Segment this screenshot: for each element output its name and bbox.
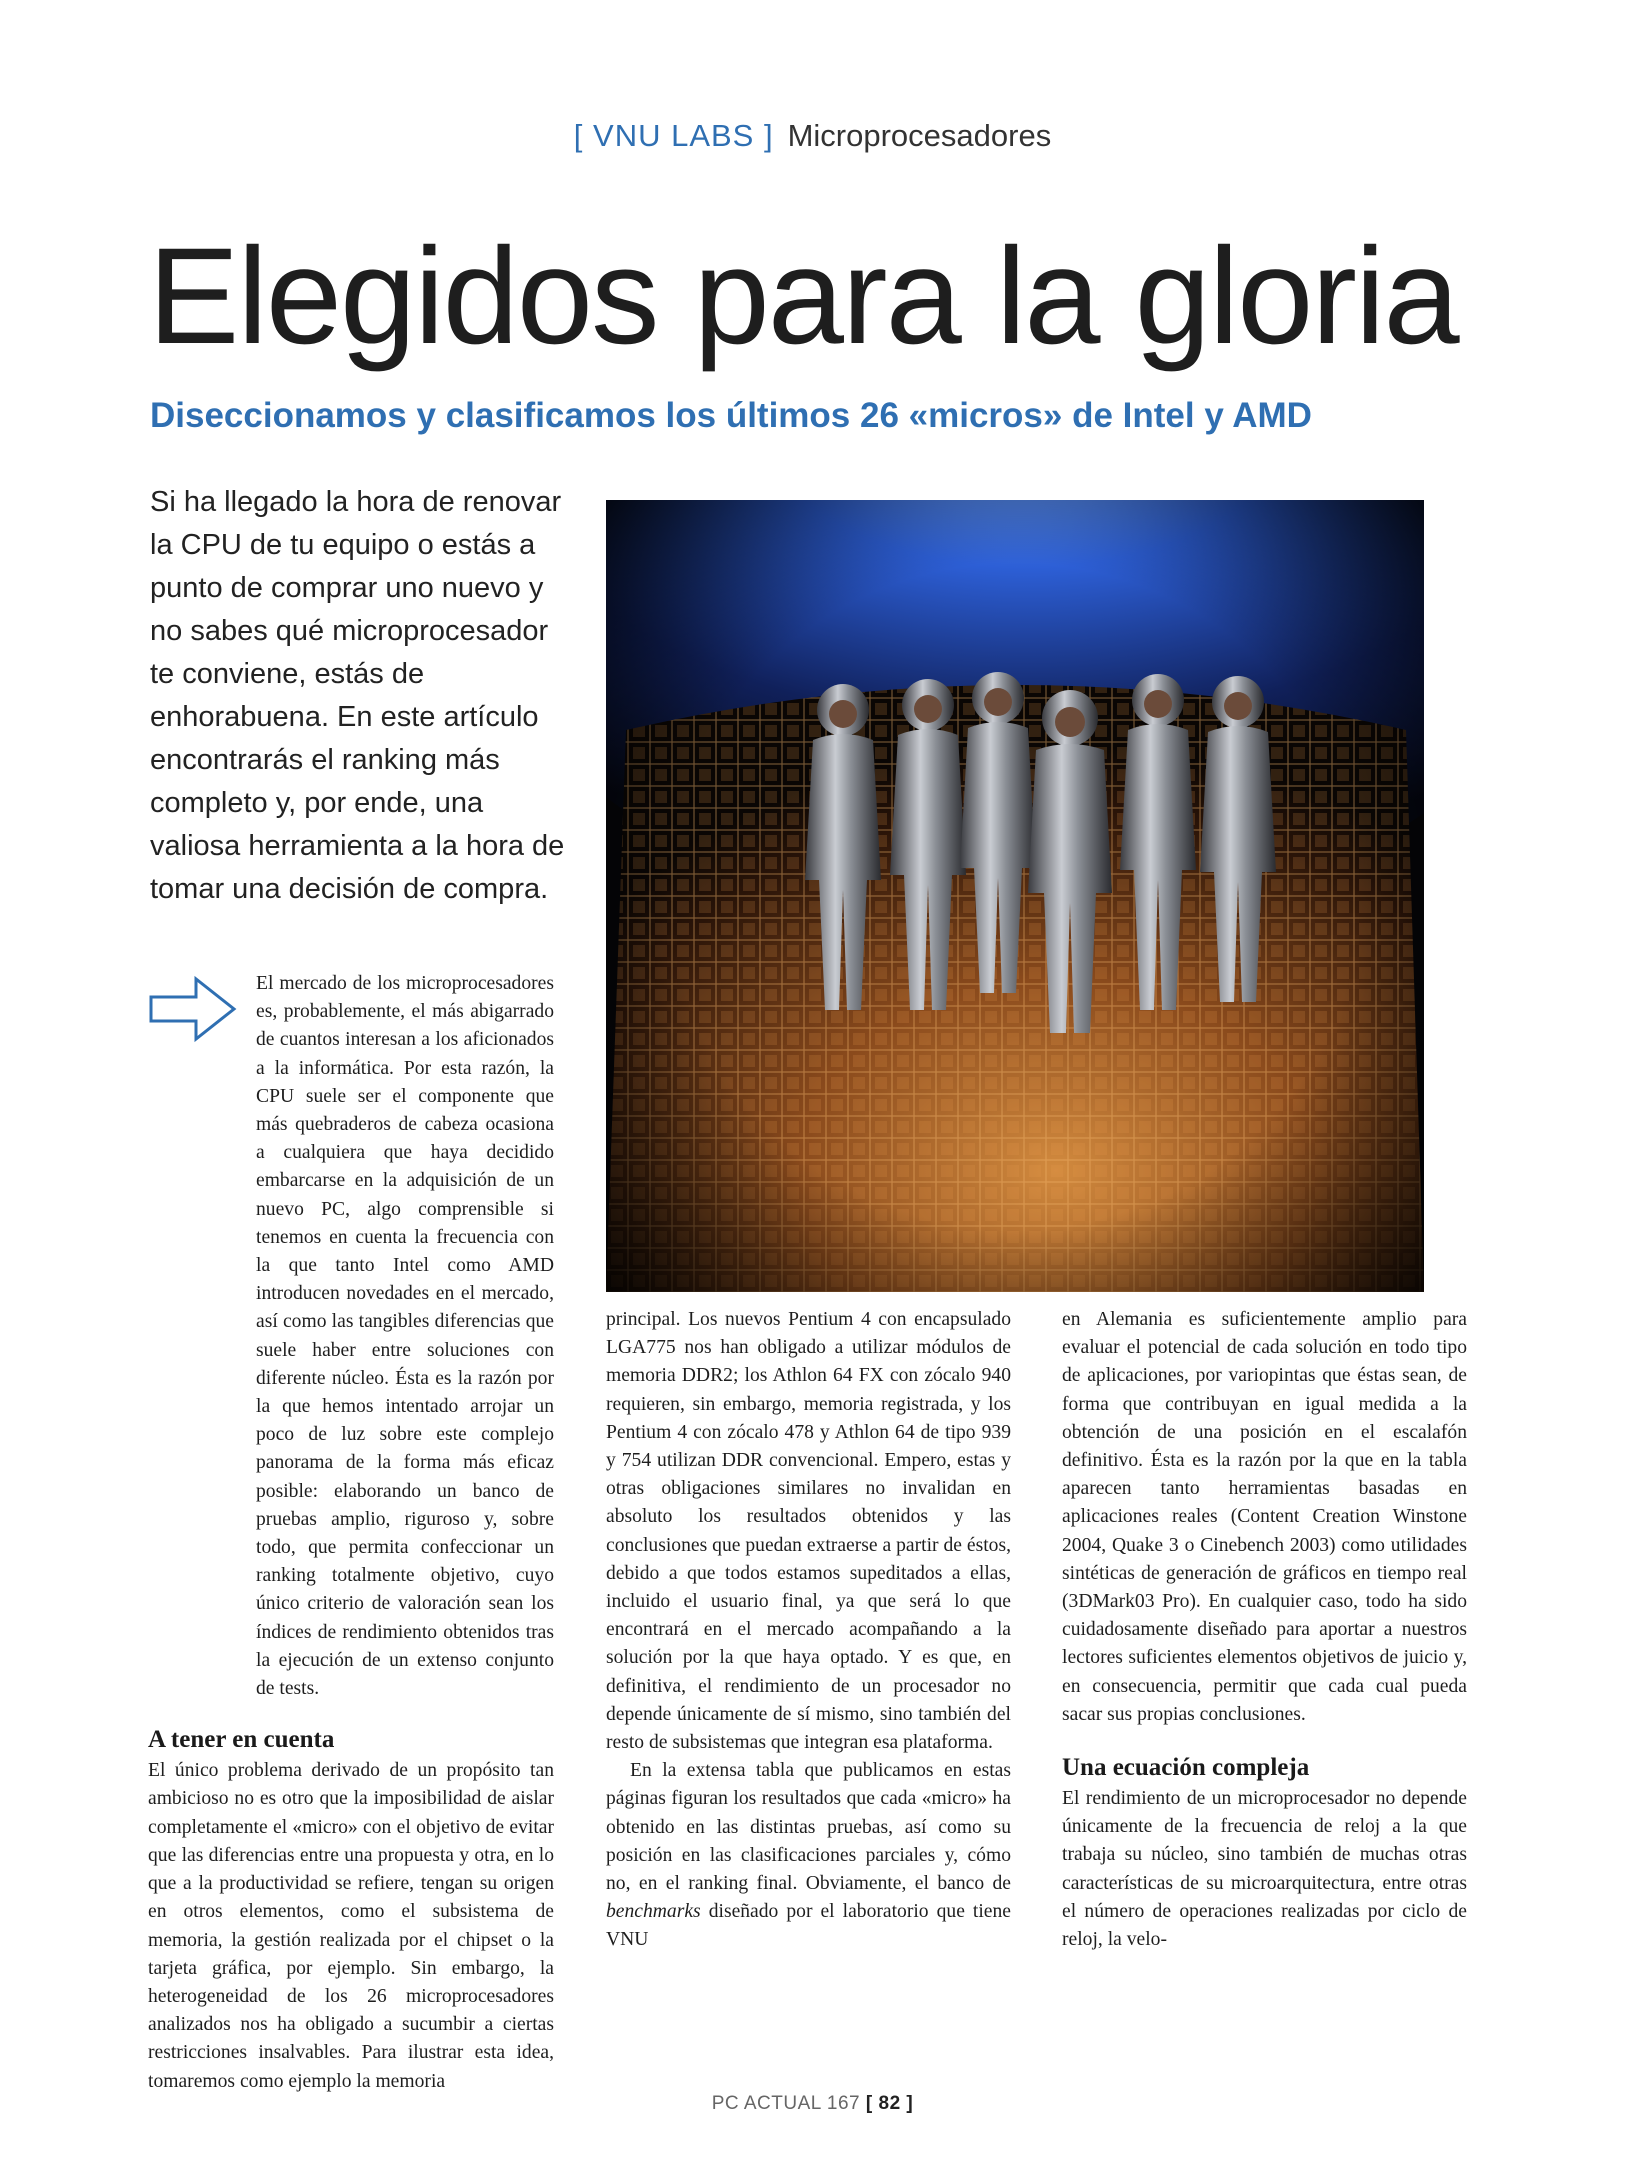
heading-a-tener-en-cuenta: A tener en cuenta bbox=[148, 1726, 335, 1754]
section-tag: [ VNU LABS ] bbox=[573, 118, 774, 153]
p4-text-b: diseñado por el laboratorio que tiene VNU bbox=[606, 1901, 1011, 1951]
heading-una-ecuacion-compleja: Una ecuación compleja bbox=[1062, 1754, 1310, 1782]
body-paragraph-1: El mercado de los microprocesadores es, probablemente, el más abigarrado de cuantos interesan a los aficionados a la informática. Por esta razón, la CPU suele ser el componente que más quebraderos de cabeza ocasiona a cualquiera que haya decidido embarcarse en la adquisición de un nuevo PC, algo comprensible si tenemos en cuenta la frecuencia con la que tanto Intel como AMD introducen novedades en el mercado, así como las tangibles diferencias que suele haber entre soluciones con diferente núcleo. Ésta es la razón por la que hemos intentado arrojar un poco de luz sobre este complejo panorama de la forma más eficaz posible: elaborando un banco de pruebas amplio, riguroso y, sobre todo, que permita confeccionar un ranking totalmente objetivo, cuyo único criterio de valoración sean los índices de rendimiento obtenidos tras la ejecución de un extenso conjunto de tests. bbox=[256, 973, 554, 1700]
section-name: Microprocesadores bbox=[787, 118, 1052, 153]
body-paragraph-5: en Alemania es suficientemente amplio para evaluar el potencial de cada solución en todo tipo de aplicaciones, por variopintas que éstas sean, de forma que contribuyan en igual medida a la obtención de una posición en el escalafón definitivo. Ésta es la razón por la que en la tabla aparecen tanto herramientas basadas en aplicaciones reales (Content Creation Winstone 2004, Quake 3 o Cinebench 2003) como utilidades sintéticas de generación de gráficos en tiempo real (3DMark03 Pro). En cualquier caso, todo ha sido cuidadosamente diseñado para aportar a nuestros lectores suficientes elementos objetivos de juicio y, en consecuencia, permitir que cada cual pueda sacar sus propias conclusiones. bbox=[1062, 1309, 1467, 1725]
body-paragraph-4 bbox=[606, 1757, 1011, 1954]
article-title: Elegidos para la gloria bbox=[148, 220, 1458, 373]
p4-italic: benchmarks bbox=[606, 1901, 701, 1923]
body-paragraph-6: El rendimiento de un microprocesador no depende únicamente de la frecuencia de reloj a la que trabaja su núcleo, sino también de muchas otras características de su microarquitectura, entre otras el número de operaciones realizadas por ciclo de reloj, la velo- bbox=[1062, 1788, 1467, 1951]
column-2 bbox=[606, 1306, 1011, 1955]
p4-text-a: En la extensa tabla que publicamos en estas páginas figuran los resultados que cada «micro» ha obtenido en las distintas pruebas, así como su posición en las clasificaciones parciales y, cómo no, en el ranking final. Obviamente, el banco de bbox=[606, 1760, 1011, 1895]
column-3 bbox=[1062, 1306, 1467, 1954]
body-paragraph-3: principal. Los nuevos Pentium 4 con encapsulado LGA775 nos han obligado a utilizar módulos de memoria DDR2; los Athlon 64 FX con zócalo 940 requieren, sin embargo, memoria registrada, y los Pentium 4 con zócalo 478 y Athlon 64 de tipo 939 y 754 utilizan DDR convencional. Empero, estas y otras obligaciones similares no invalidan en absoluto los resultados obtenidos y las conclusiones que puedan extraerse a partir de éstos, debido a que todos estamos supeditados a ellas, incluido el usuario final, ya que será lo que encontrará en el mercado acompañando a la solución por la que haya optado. Y es que, en definitiva, el rendimiento de un procesador no depende únicamente de sí mismo, sino también del resto de subsistemas que integran esa plataforma. bbox=[606, 1309, 1011, 1754]
hero-image-astronauts bbox=[606, 500, 1424, 1292]
section-header bbox=[0, 116, 1625, 156]
page-footer bbox=[0, 2093, 1625, 2115]
astronauts-on-chip-illustration bbox=[606, 500, 1424, 1292]
column-1 bbox=[148, 970, 554, 2096]
body-paragraph-2: El único problema derivado de un propósito tan ambicioso no es otro que la imposibilidad de aislar completamente el «micro» con el objetivo de evitar que las diferencias entre una propuesta y otra, en lo que a la productividad se refiere, tengan su origen en otros elementos, como el subsistema de memoria, la gestión realizada por el chipset o la tarjeta gráfica, por ejemplo. Sin embargo, la heterogeneidad de los 26 microprocesadores analizados nos ha obligado a sucumbir a ciertas restricciones insalvables. Para ilustrar esta idea, tomaremos como ejemplo la memoria bbox=[148, 1760, 554, 2092]
page-number: [ 82 ] bbox=[865, 2093, 914, 2114]
magazine-issue: PC ACTUAL 167 bbox=[711, 2093, 861, 2114]
lead-paragraph: Si ha llegado la hora de renovar la CPU de tu equipo o estás a punto de comprar uno nuevo y no sabes qué microprocesador te conviene, estás de enhorabuena. En este artículo encontrarás el ranking más completo y, por ende, una valiosa herramienta a la hora de tomar una decisión de compra. bbox=[150, 486, 565, 905]
article-subtitle: Diseccionamos y clasificamos los últimos 26 «micros» de Intel y AMD bbox=[150, 396, 1312, 435]
